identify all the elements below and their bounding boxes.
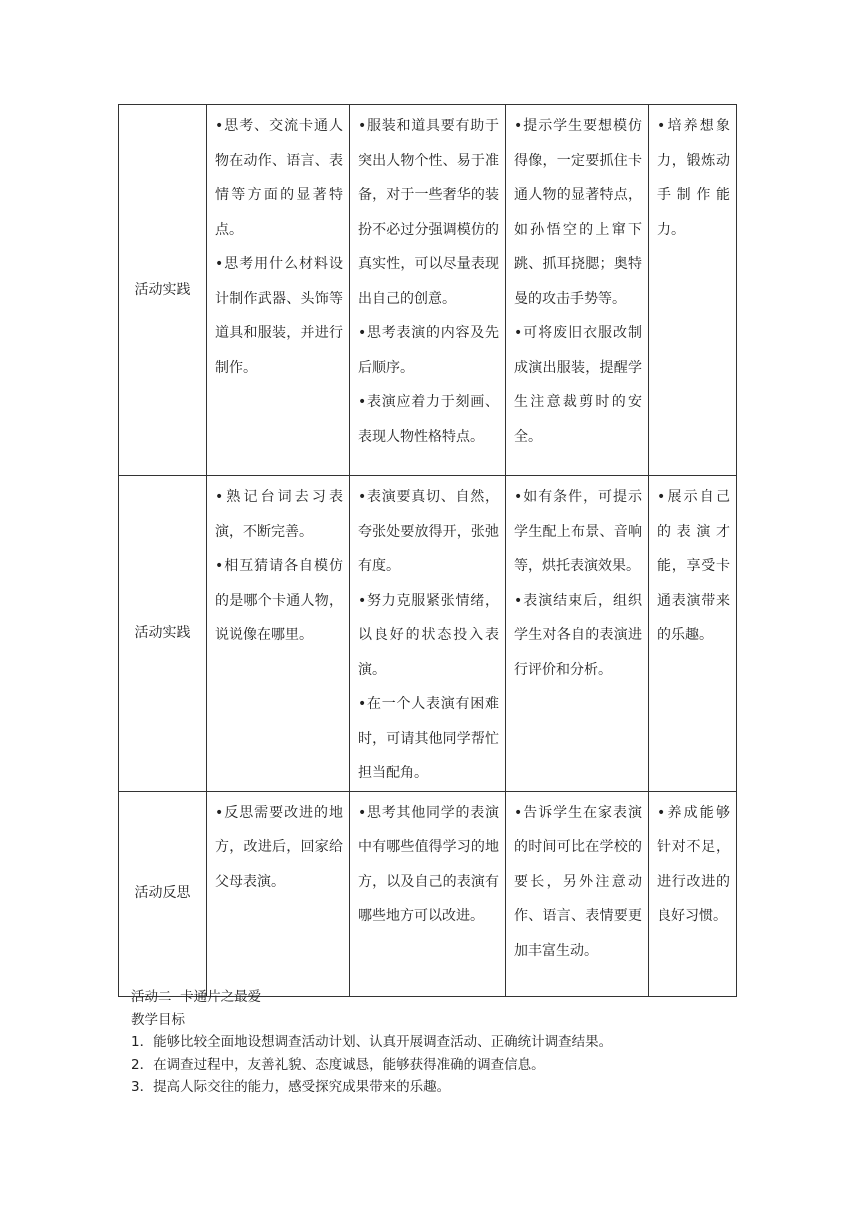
requirements-cell [350,476,506,792]
goal-item: 3．提高人际交往的能力，感受探究成果带来的乐趣。 [131,1079,451,1095]
student-activity-cell [207,791,350,996]
goal-item: 2．在调查过程中，友善礼貌、态度诚恳，能够获得准确的调查信息。 [131,1056,545,1073]
requirements-cell [350,105,506,476]
cell-text: •在一个人表演有困难时，可请其他同学帮忙担当配角。 [358,696,499,781]
cell-text: •表演要真切、自然，夸张处要放得开，张弛有度。 [358,489,499,574]
cell-text: •努力克服紧张情绪，以良好的状态投入表演。 [358,592,499,678]
student-activity-cell [207,105,350,476]
goal-cell [649,476,737,792]
row-label: 活动反思 [119,791,207,996]
section-body [131,986,771,1099]
student-activity-cell [207,476,350,792]
row-label: 活动实践 [119,105,207,476]
cell-text: •思考、交流卡通人物在动作、语言、表情等方面的显著特点。 [215,118,343,238]
table-row [119,476,737,792]
goal-cell [649,791,737,996]
section-title: 活动二 卡通片之最爱 [131,989,262,1005]
teacher-guidance-cell [506,105,649,476]
cell-text: •可将废旧衣服改制成演出服装，提醒学生注意裁剪时的安全。 [514,325,642,445]
teacher-guidance-cell [506,476,649,792]
teacher-guidance-cell [506,791,649,996]
cell-text: •思考其他同学的表演中有哪些值得学习的地方，以及自己的表演有哪些地方可以改进。 [358,804,499,924]
cell-text: •展示自己的表演才能，享受卡通表演带来的乐趣。 [657,489,730,643]
cell-text: •反思需要改进的地方，改进后，回家给父母表演。 [215,804,343,890]
table-row [119,791,737,996]
row-label: 活动实践 [119,476,207,792]
activity-table [118,104,737,997]
requirements-cell [350,791,506,996]
cell-text: •服装和道具要有助于突出人物个性、易于准备，对于一些奢华的装扮不必过分强调模仿的真实性，可以尽量表现出自己的创意。 [358,118,499,307]
cell-text: •熟记台词去习表演，不断完善。 [215,489,343,540]
cell-text: •如有条件，可提示学生配上布景、音响等，烘托表演效果。 [514,489,642,574]
cell-text: •提示学生要想模仿得像，一定要抓住卡通人物的显著特点，如孙悟空的上窜下跳、抓耳挠腮；奥特曼的攻击手势等。 [514,118,642,307]
cell-text: •表演结束后，组织学生对各自的表演进行评价和分析。 [514,592,642,678]
cell-text: •养成能够针对不足，进行改进的良好习惯。 [657,804,730,924]
cell-text: •思考用什么材料设计制作武器、头饰等道具和服装，并进行制作。 [215,256,343,376]
cell-text: •相互猜请各自模仿的是哪个卡通人物，说说像在哪里。 [215,558,343,643]
goal-cell [649,105,737,476]
cell-text: •培养想象力，锻炼动手制作能力。 [657,118,730,238]
goal-item: 1．能够比较全面地设想调查活动计划、认真开展调查活动、正确统计调查结果。 [131,1034,613,1050]
table-row [119,105,737,476]
cell-text: •思考表演的内容及先后顺序。 [358,325,499,376]
cell-text: •表演应着力于刻画、表现人物性格特点。 [358,394,499,445]
cell-text: •告诉学生在家表演的时间可比在学校的要长，另外注意动作、语言、表情要更加丰富生动。 [514,804,642,959]
goal-heading: 教学目标 [131,1011,185,1028]
